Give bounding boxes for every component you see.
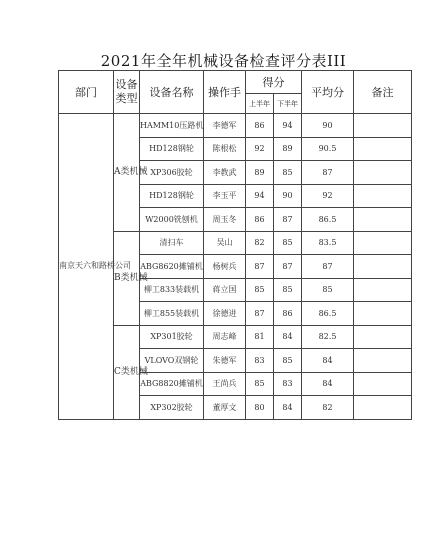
operator-cell: 董厚文 [204,396,246,420]
equipment-name-cell: XP301胶轮 [140,325,204,349]
equipment-name-cell: HD128钢轮 [140,137,204,161]
category-cell: C类机械 [114,325,140,419]
second-half-score-cell: 84 [274,325,302,349]
equipment-name-cell: 清扫车 [140,231,204,255]
header-score: 得分 [246,71,302,94]
header-average: 平均分 [302,71,354,114]
header-second-half: 下半年 [274,94,302,114]
average-score-cell: 84 [302,349,354,373]
second-half-score-cell: 87 [274,208,302,232]
average-score-cell: 82.5 [302,325,354,349]
second-half-score-cell: 89 [274,137,302,161]
first-half-score-cell: 85 [246,372,274,396]
equipment-name-cell: XP302胶轮 [140,396,204,420]
remarks-cell [354,255,412,279]
remarks-cell [354,372,412,396]
document-title: 2021年全年机械设备检查评分表III [100,52,347,70]
remarks-cell [354,208,412,232]
operator-cell: 周玉冬 [204,208,246,232]
second-half-score-cell: 87 [274,255,302,279]
operator-cell: 李玉平 [204,184,246,208]
second-half-score-cell: 84 [274,396,302,420]
header-remarks: 备注 [354,71,412,114]
operator-cell: 李德军 [204,114,246,138]
category-cell: A类机械 [114,114,140,232]
first-half-score-cell: 86 [246,114,274,138]
first-half-score-cell: 82 [246,231,274,255]
equipment-name-cell: VLOVO双钢轮 [140,349,204,373]
department-cell: 南京天六和路桥公司 [59,114,114,420]
equipment-name-cell: 柳工833装载机 [140,278,204,302]
operator-cell: 蒋立国 [204,278,246,302]
table-row [59,114,412,138]
equipment-name-cell: ABG8620摊铺机 [140,255,204,279]
operator-cell: 朱德军 [204,349,246,373]
average-score-cell: 82 [302,396,354,420]
equipment-name-cell: ABG8820摊铺机 [140,372,204,396]
first-half-score-cell: 80 [246,396,274,420]
average-score-cell: 86.5 [302,302,354,326]
table-body [59,114,412,420]
remarks-cell [354,349,412,373]
operator-cell: 杨树兵 [204,255,246,279]
average-score-cell: 83.5 [302,231,354,255]
remarks-cell [354,137,412,161]
remarks-cell [354,278,412,302]
average-score-cell: 87 [302,161,354,185]
average-score-cell: 90 [302,114,354,138]
first-half-score-cell: 81 [246,325,274,349]
equipment-name-cell: XP306胶轮 [140,161,204,185]
operator-cell: 吴山 [204,231,246,255]
header-category: 设备类型 [114,71,140,114]
operator-cell: 周志峰 [204,325,246,349]
remarks-cell [354,184,412,208]
average-score-cell: 90.5 [302,137,354,161]
header-first-half: 上半年 [246,94,274,114]
equipment-name-cell: 柳工855装载机 [140,302,204,326]
header-department: 部门 [59,71,114,114]
first-half-score-cell: 89 [246,161,274,185]
remarks-cell [354,302,412,326]
first-half-score-cell: 86 [246,208,274,232]
average-score-cell: 85 [302,278,354,302]
average-score-cell: 86.5 [302,208,354,232]
remarks-cell [354,161,412,185]
remarks-cell [354,396,412,420]
operator-cell: 王尚兵 [204,372,246,396]
average-score-cell: 92 [302,184,354,208]
second-half-score-cell: 85 [274,231,302,255]
operator-cell: 陈根松 [204,137,246,161]
score-table [58,70,412,420]
first-half-score-cell: 87 [246,255,274,279]
remarks-cell [354,231,412,255]
equipment-name-cell: W2000铣刨机 [140,208,204,232]
first-half-score-cell: 92 [246,137,274,161]
first-half-score-cell: 94 [246,184,274,208]
second-half-score-cell: 85 [274,349,302,373]
operator-cell: 李教武 [204,161,246,185]
category-cell: B类机械 [114,231,140,325]
second-half-score-cell: 86 [274,302,302,326]
header-equipment-name: 设备名称 [140,71,204,114]
equipment-name-cell: HD128钢轮 [140,184,204,208]
second-half-score-cell: 85 [274,278,302,302]
average-score-cell: 87 [302,255,354,279]
header-operator: 操作手 [204,71,246,114]
remarks-cell [354,325,412,349]
second-half-score-cell: 90 [274,184,302,208]
equipment-name-cell: HAMM10压路机 [140,114,204,138]
second-half-score-cell: 83 [274,372,302,396]
second-half-score-cell: 85 [274,161,302,185]
first-half-score-cell: 83 [246,349,274,373]
average-score-cell: 84 [302,372,354,396]
operator-cell: 徐德进 [204,302,246,326]
remarks-cell [354,114,412,138]
second-half-score-cell: 94 [274,114,302,138]
first-half-score-cell: 87 [246,302,274,326]
first-half-score-cell: 85 [246,278,274,302]
